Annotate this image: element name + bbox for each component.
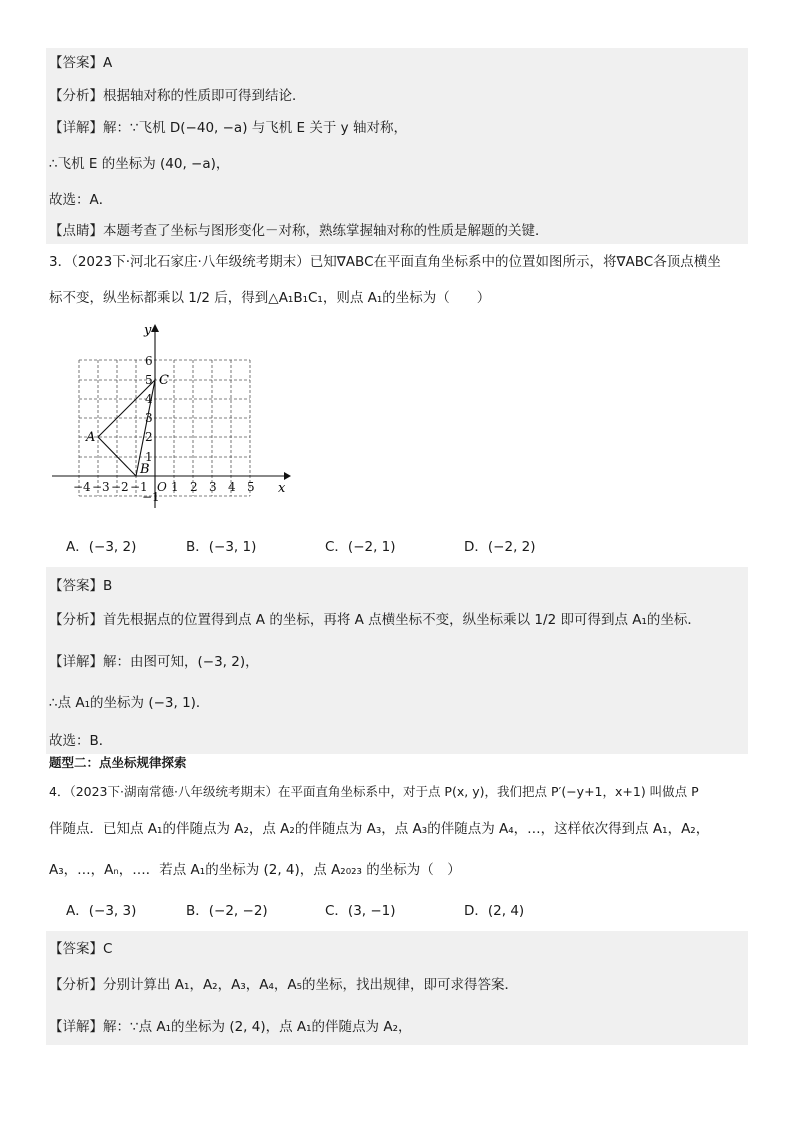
answer-line: 【答案】A <box>49 55 113 71</box>
detail-line: ∴飞机 E 的坐标为 (40, −a)， <box>49 156 230 172</box>
point-label-c: C <box>159 373 169 388</box>
y-tick-label: 2 <box>145 430 153 444</box>
analysis-line: 【分析】分别计算出 A₁，A₂，A₃，A₄，A₅的坐标，找出规律，即可求得答案． <box>49 977 519 993</box>
choice-line: 故选：B． <box>49 733 113 749</box>
x-tick-label: 1 <box>171 480 179 494</box>
x-tick-label: 2 <box>190 480 198 494</box>
option-a: A．(−3, 2) <box>66 539 137 555</box>
x-axis-arrow <box>284 472 291 480</box>
x-tick-label: −1 <box>130 480 148 494</box>
option-d: D．(−2, 2) <box>464 539 536 555</box>
question-4-stem: 4．（2023下·湖南常德·八年级统考期末）在平面直角坐标系中，对于点 P(x, y)，我们把点 P′(−y+1，x+1) 叫做点 P <box>49 784 699 799</box>
x-tick-label: −4 <box>73 480 91 494</box>
x-axis-label: x <box>278 481 286 496</box>
section-title: 题型二：点坐标规律探索 <box>49 755 187 770</box>
y-tick-label: 1 <box>145 450 153 464</box>
x-tick-label: 4 <box>228 480 236 494</box>
x-tick-label: −2 <box>111 480 129 494</box>
option-d: D．(2, 4) <box>464 903 525 919</box>
x-tick-label: −3 <box>92 480 110 494</box>
y-tick-label: 3 <box>145 411 153 425</box>
analysis-line: 【分析】根据轴对称的性质即可得到结论． <box>49 88 306 104</box>
y-tick-label: 5 <box>145 373 153 387</box>
y-tick-label: −1 <box>142 490 160 504</box>
question-3-stem: 标不变，纵坐标都乘以 1/2 后，得到△A₁B₁C₁，则点 A₁的坐标为（ ） <box>49 290 491 306</box>
option-c: C．(3, −1) <box>325 903 396 919</box>
option-a: A．(−3, 3) <box>66 903 137 919</box>
option-b: B．(−3, 1) <box>186 539 257 555</box>
question-3-stem: 3．（2023下·河北石家庄·八年级统考期末）已知∇ABC在平面直角坐标系中的位置如图所示，将∇ABC各顶点横坐 <box>49 254 721 270</box>
y-axis-label: y <box>144 323 152 338</box>
answer-line: 【答案】B <box>49 578 113 594</box>
y-tick-label: 4 <box>145 392 153 406</box>
x-tick-label: 5 <box>247 480 255 494</box>
option-b: B．(−2, −2) <box>186 903 268 919</box>
detail-line: ∴点 A₁的坐标为 (−3, 1)． <box>49 695 210 711</box>
comment-line: 【点睛】本题考查了坐标与图形变化－对称，熟练掌握轴对称的性质是解题的关键． <box>49 223 549 239</box>
point-label-a: A <box>86 430 96 445</box>
question-4-stem: 伴随点．已知点 A₁的伴随点为 A₂，点 A₂的伴随点为 A₃，点 A₃的伴随点为 A₄，…，这样依次得到点 A₁，A₂， <box>49 821 710 837</box>
solution-block-1-bg <box>46 48 748 244</box>
option-c: C．(−2, 1) <box>325 539 396 555</box>
answer-line: 【答案】C <box>49 941 113 957</box>
y-axis-arrow <box>151 324 159 332</box>
question-4-stem: A₃，…，Aₙ，…．若点 A₁的坐标为 (2, 4)，点 A₂₀₂₃ 的坐标为（ ） <box>49 862 461 878</box>
x-tick-label: 3 <box>209 480 217 494</box>
choice-line: 故选：A． <box>49 192 113 208</box>
coordinate-figure <box>44 320 294 515</box>
point-label-b: B <box>140 462 150 477</box>
y-tick-label: 6 <box>145 354 153 368</box>
origin-label: O <box>157 480 167 494</box>
detail-line: 【详解】解：∵点 A₁的坐标为 (2, 4)，点 A₁的伴随点为 A₂， <box>49 1019 412 1035</box>
detail-line: 【详解】解：∵飞机 D(−40, −a) 与飞机 E 关于 y 轴对称， <box>49 120 407 136</box>
detail-line: 【详解】解：由图可知，(−3, 2)， <box>49 654 259 670</box>
analysis-line: 【分析】首先根据点的位置得到点 A 的坐标，再将 A 点横坐标不变，纵坐标乘以 1/2 即可得到点 A₁的坐标． <box>49 612 701 628</box>
